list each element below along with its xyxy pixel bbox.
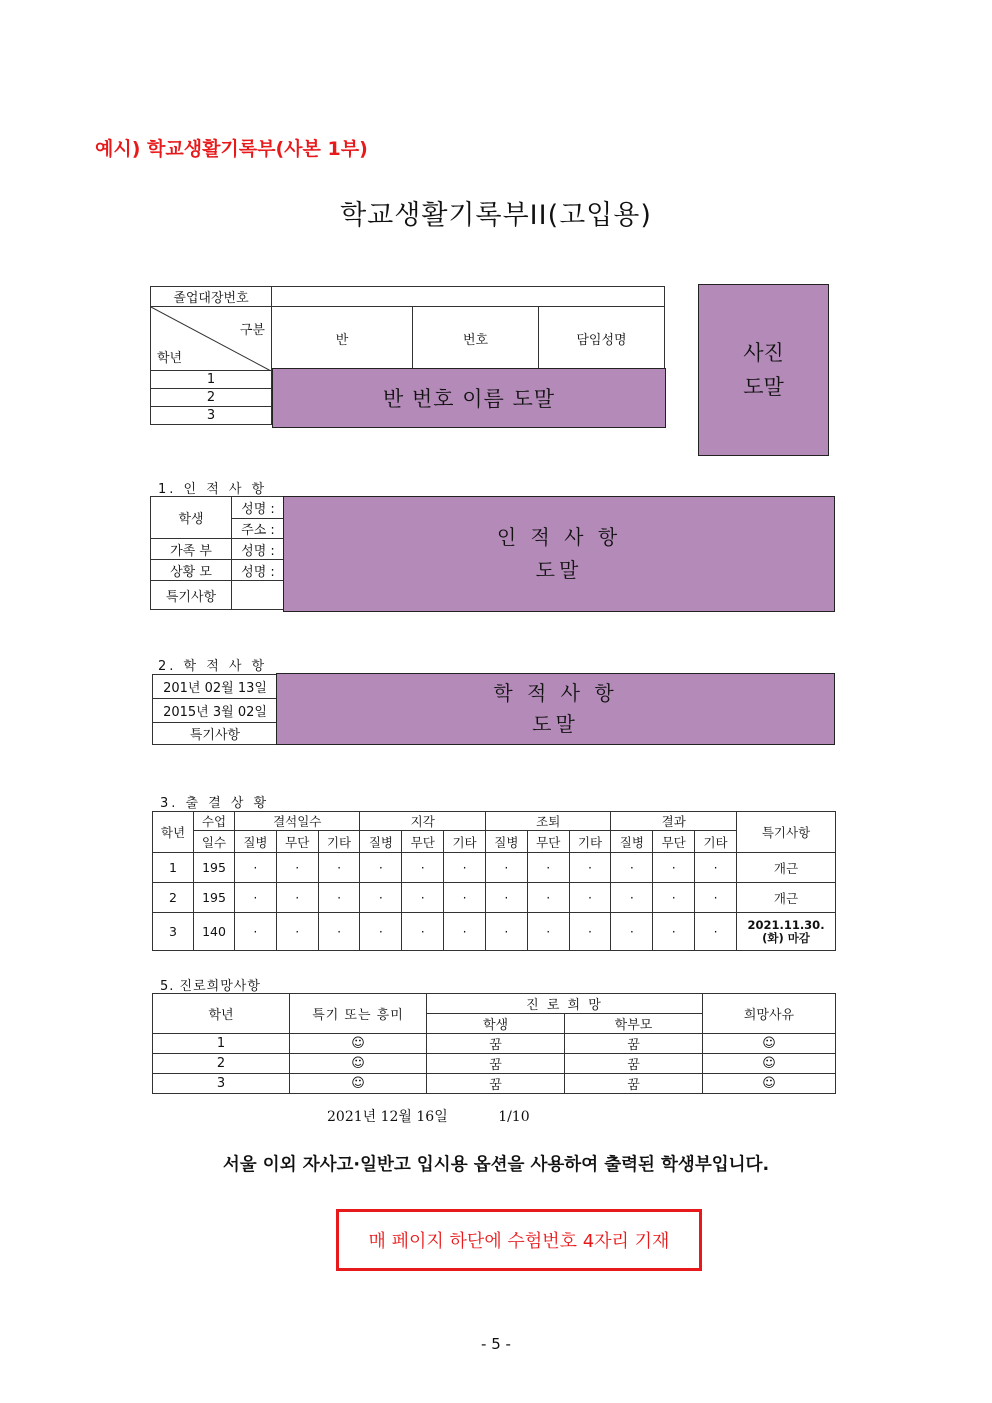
- career-parent: 꿈: [565, 1074, 703, 1094]
- att-special-header: 특기사항: [737, 812, 836, 853]
- att-value: ·: [611, 913, 653, 951]
- att-grade-header: 학년: [153, 812, 194, 853]
- smile-icon: ☺: [290, 1054, 427, 1074]
- smile-icon: ☺: [703, 1074, 836, 1094]
- att-note-deadline: 2021.11.30. (화) 마감: [737, 913, 836, 951]
- att-value: ·: [444, 913, 486, 951]
- photo-redaction: [698, 284, 829, 456]
- att-value: ·: [360, 883, 402, 913]
- att-days: 195: [194, 853, 235, 883]
- grade-row: 2: [151, 389, 272, 407]
- att-sub-header: 질병: [611, 831, 653, 853]
- att-value: ·: [695, 853, 737, 883]
- att-value: ·: [235, 853, 277, 883]
- att-value: ·: [485, 913, 527, 951]
- attendance-table: [152, 811, 836, 951]
- att-sub-header: 기타: [318, 831, 360, 853]
- print-footer: [327, 1106, 530, 1126]
- att-value: ·: [569, 853, 611, 883]
- career-parent-header: 학부모: [565, 1014, 703, 1034]
- att-value: ·: [485, 883, 527, 913]
- att-value: ·: [402, 853, 444, 883]
- table-row: [153, 883, 836, 913]
- section1-title: 1. 인 적 사 항: [158, 482, 268, 497]
- personal-redaction-text-2: 도말: [535, 558, 583, 582]
- att-value: ·: [611, 883, 653, 913]
- enroll-row-2: 2015년 3월 02일: [153, 699, 278, 723]
- att-sub-header: 기타: [569, 831, 611, 853]
- att-value: ·: [444, 853, 486, 883]
- exam-number-notice: 매 페이지 하단에 수험번호 4자리 기재: [336, 1209, 702, 1271]
- career-student: 꿈: [427, 1034, 565, 1054]
- att-value: ·: [318, 853, 360, 883]
- career-grade: 3: [153, 1074, 290, 1094]
- career-hope-header: 진 로 희 망: [427, 994, 703, 1014]
- smile-icon: ☺: [290, 1074, 427, 1094]
- att-sub-header: 무단: [527, 831, 569, 853]
- section5-title: 5. 진로희망사항: [160, 979, 261, 994]
- att-value: ·: [276, 913, 318, 951]
- photo-text: 사진: [743, 341, 784, 365]
- col-class: 반: [272, 307, 413, 371]
- att-value: ·: [569, 913, 611, 951]
- att-value: ·: [527, 853, 569, 883]
- att-value: ·: [653, 853, 695, 883]
- career-parent: 꿈: [565, 1034, 703, 1054]
- col-teacher: 담임성명: [539, 307, 665, 371]
- att-sub-header: 무단: [653, 831, 695, 853]
- att-value: ·: [402, 883, 444, 913]
- att-value: ·: [569, 883, 611, 913]
- att-value: ·: [653, 883, 695, 913]
- enrollment-redaction-text: 학 적 사 항: [493, 681, 618, 705]
- att-grade: 1: [153, 853, 194, 883]
- mother-name-label: 성명 :: [232, 560, 285, 581]
- career-student: 꿈: [427, 1054, 565, 1074]
- class-redaction: 반 번호 이름 도말: [272, 368, 666, 428]
- att-sub-header: 무단: [276, 831, 318, 853]
- smile-icon: ☺: [703, 1054, 836, 1074]
- att-sub-header: 무단: [402, 831, 444, 853]
- att-sub-header: 질병: [485, 831, 527, 853]
- career-reason-header: 희망사유: [703, 994, 836, 1034]
- table-row: [153, 1034, 836, 1054]
- att-group-header: 지각: [360, 812, 485, 831]
- grade-row: 1: [151, 371, 272, 389]
- document-title: 학교생활기록부II(고입용): [340, 200, 652, 231]
- att-sub-header: 질병: [360, 831, 402, 853]
- grad-no-value: [272, 287, 665, 307]
- att-value: ·: [318, 883, 360, 913]
- family-mother: 상황 모: [151, 560, 232, 581]
- att-value: ·: [653, 913, 695, 951]
- att-value: ·: [276, 883, 318, 913]
- att-sub-header: 질병: [235, 831, 277, 853]
- grade-row: 3: [151, 407, 272, 425]
- enroll-special: 특기사항: [153, 723, 278, 745]
- career-table: [152, 993, 836, 1094]
- example-label: 예시) 학교생활기록부(사본 1부): [95, 138, 368, 160]
- table-row: [153, 913, 836, 951]
- career-grade: 1: [153, 1034, 290, 1054]
- diagonal-header-cell: [151, 307, 272, 371]
- print-date: 2021년 12월 16일: [327, 1109, 448, 1125]
- career-grade: 2: [153, 1054, 290, 1074]
- att-value: ·: [318, 913, 360, 951]
- enroll-row-1: 201년 02월 13일: [153, 675, 278, 699]
- career-interest-header: 특기 또는 흥미: [290, 994, 427, 1034]
- att-value: ·: [360, 913, 402, 951]
- att-days-header: 수업: [194, 812, 235, 831]
- family-father: 가족 부: [151, 539, 232, 560]
- div-label: 구분: [239, 323, 265, 338]
- section2-title: 2. 학 적 사 항: [158, 659, 268, 674]
- personal-redaction-text: 인 적 사 항: [496, 525, 622, 549]
- att-sub-header: 기타: [695, 831, 737, 853]
- att-note: 개근: [737, 853, 836, 883]
- att-grade: 2: [153, 883, 194, 913]
- att-value: ·: [527, 883, 569, 913]
- smile-icon: ☺: [290, 1034, 427, 1054]
- career-student: 꿈: [427, 1074, 565, 1094]
- att-group-header: 조퇴: [485, 812, 610, 831]
- notice-text: 서울 이외 자사고·일반고 입시용 옵션을 사용하여 출력된 학생부입니다.: [222, 1155, 770, 1175]
- att-grade: 3: [153, 913, 194, 951]
- smile-icon: ☺: [703, 1034, 836, 1054]
- name-label: 성명 :: [232, 497, 285, 519]
- section3-title: 3. 출 결 상 황: [160, 796, 270, 811]
- att-note: 개근: [737, 883, 836, 913]
- att-value: ·: [276, 853, 318, 883]
- special-label: 특기사항: [151, 581, 232, 610]
- table-row: [153, 853, 836, 883]
- photo-text-2: 도말: [743, 375, 784, 399]
- att-value: ·: [444, 883, 486, 913]
- att-value: ·: [402, 913, 444, 951]
- enrollment-redaction: [276, 673, 835, 745]
- att-group-header: 결석일수: [235, 812, 360, 831]
- att-days: 140: [194, 913, 235, 951]
- address-label: 주소 :: [232, 519, 285, 539]
- att-value: ·: [695, 913, 737, 951]
- att-days-header-2: 일수: [194, 831, 235, 853]
- table-row: [153, 1054, 836, 1074]
- table-row: [153, 1074, 836, 1094]
- att-value: ·: [611, 853, 653, 883]
- grade-label: 학년: [157, 351, 183, 366]
- att-value: ·: [235, 913, 277, 951]
- father-name-label: 성명 :: [232, 539, 285, 560]
- career-student-header: 학생: [427, 1014, 565, 1034]
- att-days: 195: [194, 883, 235, 913]
- att-value: ·: [485, 853, 527, 883]
- page-number: - 5 -: [481, 1335, 511, 1353]
- att-value: ·: [695, 883, 737, 913]
- att-value: ·: [527, 913, 569, 951]
- att-value: ·: [360, 853, 402, 883]
- personal-redaction: [283, 496, 835, 612]
- col-number: 번호: [413, 307, 539, 371]
- att-value: ·: [235, 883, 277, 913]
- grad-no-label: 졸업대장번호: [151, 287, 272, 307]
- student-label: 학생: [151, 497, 232, 539]
- att-group-header: 결과: [611, 812, 737, 831]
- page-of: 1/10: [498, 1109, 530, 1125]
- att-sub-header: 기타: [444, 831, 486, 853]
- enrollment-redaction-text-2: 도말: [532, 712, 579, 736]
- career-grade-header: 학년: [153, 994, 290, 1034]
- career-parent: 꿈: [565, 1054, 703, 1074]
